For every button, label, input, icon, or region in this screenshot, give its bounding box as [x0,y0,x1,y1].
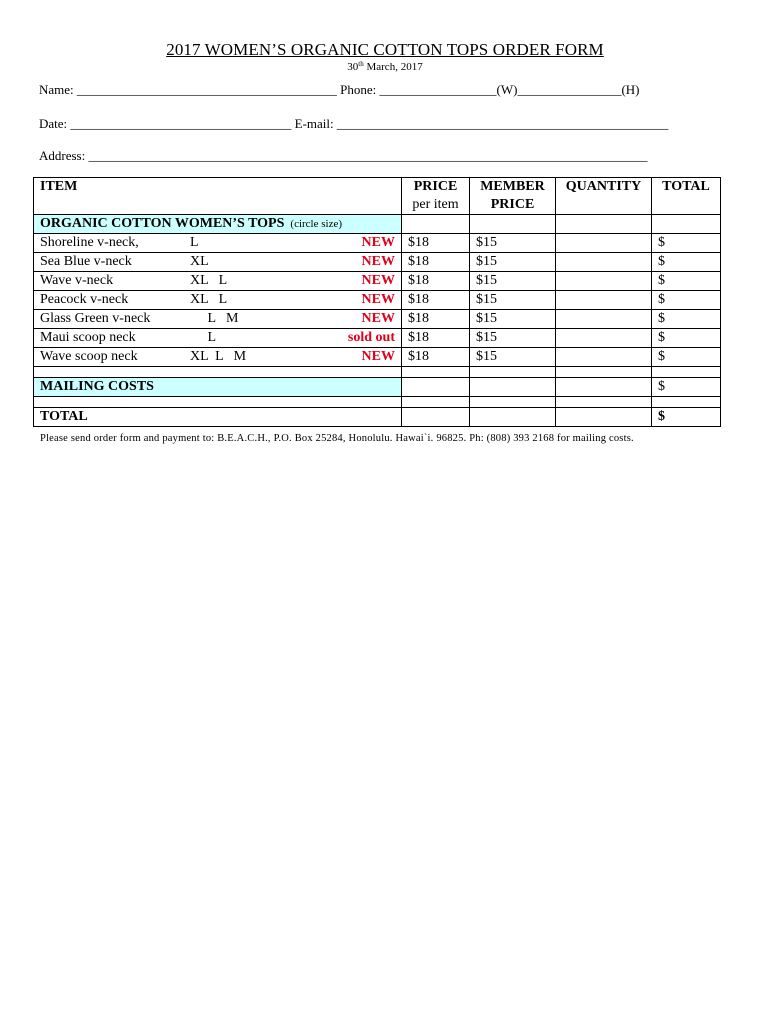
item-status-badge: NEW [361,311,395,326]
item-quantity[interactable] [556,234,652,253]
item-cell [34,253,402,272]
item-quantity[interactable] [556,291,652,310]
item-sizes[interactable]: L [190,330,217,345]
header-item: ITEM [34,178,402,215]
empty-cell [402,367,470,378]
table-row [34,329,721,348]
item-price: $18 [402,291,470,310]
name-phone-line[interactable]: Name: ________________________________________ Phone: __________________(W)________________(H) [39,82,640,97]
item-status-badge: sold out [347,330,395,345]
item-member-price: $15 [470,329,556,348]
date-suffix: th [358,60,364,68]
item-member-price: $15 [470,253,556,272]
item-member-price: $15 [470,234,556,253]
spacer-row [34,397,721,408]
item-member-price: $15 [470,348,556,367]
table-row [34,348,721,367]
item-cell [34,291,402,310]
item-status-badge: NEW [361,235,395,250]
item-cell [34,310,402,329]
empty-cell [402,215,470,234]
item-total[interactable]: $ [652,348,721,367]
empty-cell [470,408,556,427]
header-price-label: PRICE [413,179,458,194]
item-cell [34,234,402,253]
item-status-badge: NEW [361,273,395,288]
item-price: $18 [402,329,470,348]
grand-total-label: TOTAL [34,408,402,427]
item-name: Wave v-neck [40,273,114,288]
item-name: Shoreline v-neck, [40,235,139,250]
item-total[interactable]: $ [652,329,721,348]
item-name: Sea Blue v-neck [40,254,132,269]
section-note: (circle size) [290,218,343,230]
item-total[interactable]: $ [652,253,721,272]
item-quantity[interactable] [556,348,652,367]
empty-cell [34,367,402,378]
empty-cell [556,215,652,234]
mailing-total[interactable]: $ [652,378,721,397]
item-total[interactable]: $ [652,272,721,291]
item-price: $18 [402,234,470,253]
header-price [402,178,470,215]
item-total[interactable]: $ [652,310,721,329]
item-sizes[interactable]: XL [190,254,209,269]
footer-note: Please send order form and payment to: B.E.A.C.H., P.O. Box 25284, Honolulu. Hawai`i. 96825. Ph: (808) 393 2168 for mailing costs. [40,433,634,444]
table-row [34,310,721,329]
date-day: 30 [347,61,359,73]
item-quantity[interactable] [556,272,652,291]
item-sizes[interactable]: XL L [190,292,228,307]
item-member-price: $15 [470,272,556,291]
empty-cell [556,367,652,378]
form-title: 2017 WOMEN’S ORGANIC COTTON TOPS ORDER FORM [166,40,604,59]
empty-cell [402,378,470,397]
mailing-quantity-cell[interactable] [556,378,652,397]
item-cell [34,348,402,367]
section-label: ORGANIC COTTON WOMEN’S TOPS [40,216,285,231]
item-price: $18 [402,253,470,272]
empty-cell [556,408,652,427]
empty-cell [556,397,652,408]
item-cell [34,272,402,291]
item-quantity[interactable] [556,253,652,272]
item-quantity[interactable] [556,329,652,348]
item-member-price: $15 [470,310,556,329]
item-member-price: $15 [470,291,556,310]
item-status-badge: NEW [361,292,395,307]
grand-total-row [34,408,721,427]
empty-cell [470,397,556,408]
product-rows [34,234,721,367]
empty-cell [402,408,470,427]
table-row [34,291,721,310]
item-sizes[interactable]: L [190,235,199,250]
spacer-row [34,367,721,378]
empty-cell [470,215,556,234]
empty-cell [652,215,721,234]
form-date [0,60,770,73]
empty-cell [470,378,556,397]
header-row [34,178,721,215]
empty-cell [402,397,470,408]
item-sizes[interactable]: XL L [190,273,228,288]
empty-cell [470,367,556,378]
item-quantity[interactable] [556,310,652,329]
item-total[interactable]: $ [652,234,721,253]
item-total[interactable]: $ [652,291,721,310]
item-name: Peacock v-neck [40,292,129,307]
header-price-sub: per item [412,197,459,212]
mailing-row [34,378,721,397]
table-row [34,253,721,272]
item-name: Glass Green v-neck [40,311,151,326]
item-cell [34,329,402,348]
item-name: Maui scoop neck [40,330,136,345]
item-price: $18 [402,272,470,291]
header-member-price: MEMBER PRICE [470,178,556,215]
date-email-line[interactable]: Date: __________________________________ E-mail: ___________________________________________________ [39,116,669,131]
address-line[interactable]: Address: ______________________________________________________________________________________ [39,148,648,163]
item-sizes[interactable]: XL L M [190,349,247,364]
item-price: $18 [402,348,470,367]
item-price: $18 [402,310,470,329]
table-row [34,234,721,253]
item-sizes[interactable]: L M [190,311,239,326]
section-label-cell [34,215,402,234]
header-quantity: QUANTITY [556,178,652,215]
empty-cell [34,397,402,408]
item-status-badge: NEW [361,349,395,364]
table-row [34,272,721,291]
section-row [34,215,721,234]
grand-total-value[interactable]: $ [652,408,721,427]
mailing-label: MAILING COSTS [34,378,402,397]
order-table [33,177,721,427]
empty-cell [652,397,721,408]
empty-cell [652,367,721,378]
date-rest: March, 2017 [363,61,423,73]
item-name: Wave scoop neck [40,349,138,364]
header-total: TOTAL [652,178,721,215]
item-status-badge: NEW [361,254,395,269]
